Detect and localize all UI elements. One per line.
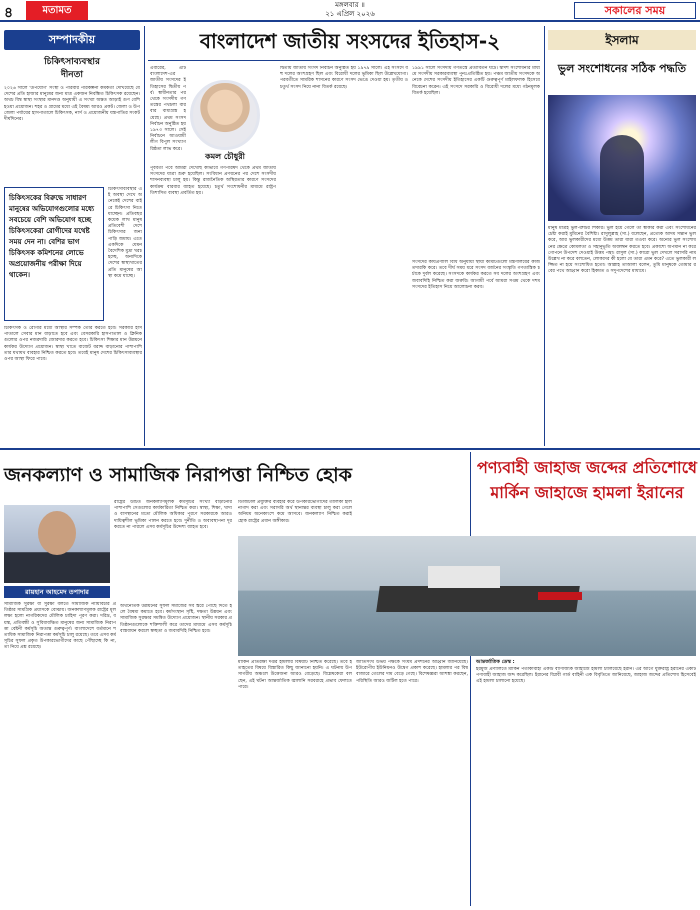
article-body: জাতিসংঘ উভয় পক্ষকে সংযম প্রদর্শনের আহ্বান জানিয়েছে। ইউরোপীয় ইউনিয়নও উদ্বেগ প্রকাশ করেছে। হামলার পর বিশ্ববাজারে তেলের দাম বেড়ে গেছে। বিশেষজ্ঞরা আশঙ্কা করছেন, পরিস্থিতি আরও জটিল হতে পারে। xyxy=(356,660,468,684)
section-divider xyxy=(0,448,700,450)
title-underline xyxy=(148,60,540,61)
ship-deck xyxy=(428,566,500,588)
article-body: অর্থনৈতিক উন্নয়নের সুফল সমাজের সব স্তরে পৌঁছে দিতে হলে বৈষম্য কমাতে হবে। কর্মসংস্থান সৃষ্টি, দক্ষতা উন্নয়ন এবং সামাজিক সুরক্ষার সমন্বিত উদ্যোগ প্রয়োজন। স্থানীয় সরকার প্রতিষ্ঠানগুলোকে শক্তিশালী করে তাদের মাধ্যমে এসব কর্মসূচি বাস্তবায়ন করলে স্বচ্ছতা ও জবাবদিহি নিশ্চিত হবে। xyxy=(120,604,232,634)
author-photo xyxy=(190,80,260,150)
column-divider xyxy=(144,26,145,446)
ship-stripe xyxy=(538,592,582,600)
column-divider xyxy=(470,452,471,906)
weekday: মঙ্গলবার ॥ xyxy=(335,1,365,9)
page-number: ৪ xyxy=(4,5,14,21)
author-photo xyxy=(4,505,110,583)
article-body: হরমুজ প্রণালিতে মার্কিন পতাকাবাহী একটি বাণিজ্যিক জাহাজে হামলা চালিয়েছে ইরান। এর আগে যুক্তরাষ্ট্র ইরানের একটি পণ্যবাহী জাহাজ জব্দ করেছিল। ইরানের বিপ্লবী গার্ড বাহিনী এক বিবৃতিতে জানিয়েছে, জাহাজ জব্দের প্রতিশোধ হিসেবেই এই হামলা চালানো হয়েছে। xyxy=(476,667,696,685)
article-body: সামাজিক সুরক্ষা বা সুরক্ষা বলতে সামাজিক ন্যায়বিচার প্রতিষ্ঠার সামগ্রিক প্রয়াসকে বোঝায়। জনকল্যাণমূলক রাষ্ট্রের মূল লক্ষ্য হলো নাগরিকদের মৌলিক চাহিদা পূরণ করা। দরিদ্র, বয়স্ক, প্রতিবন্ধী ও সুবিধাবঞ্চিত মানুষের জন্য সামাজিক নিরাপত্তা বেষ্টনী কর্মসূচি অত্যন্ত গুরুত্বপূর্ণ। বাংলাদেশে বর্তমানে শতাধিক সামাজিক নিরাপত্তা কর্মসূচি চালু রয়েছে। তবে এসব কর্মসূচির সুফল প্রকৃত উপকারভোগীদের কাছে পৌঁছাচ্ছে কি না, তা নিয়ে প্রশ্ন রয়েছে। xyxy=(4,602,116,651)
editorial-body: ২০২৬ সালে 'উপযোগ' সংস্থা ও পরিবার পরিকল্পনা কর্মকর্তা দেখিয়েছে যে দেশের প্রতি হাজার মানুষের জন্য মাত্র একজন নিবন্ধিত চিকিৎসক রয়েছেন। অথচ বিশ্ব স্বাস্থ্য সংস্থার মানদণ্ড অনুযায়ী এ সংখ্যা অন্তত আড়াই গুণ বেশি হওয়া প্রয়োজন। শহর ও গ্রামের মধ্যে এই বৈষম্য আরও প্রকট। জেলা ও উপজেলা পর্যায়ের হাসপাতালে চিকিৎসক, নার্স ও প্রয়োজনীয় যন্ত্রপাতির সংকট দীর্ঘদিনের। xyxy=(4,86,140,123)
article-body: দ্বিতীয় জাতীয় সংসদ নির্বাচন অনুষ্ঠিত হয় ১৯৭৯ সালে। এই সংসদে বহু দলের অংশগ্রহণ ছিল এবং বিরোধী দলের ভূমিকা ছিল উল্লেখযোগ্য। পরবর্তীতে সামরিক শাসনের কারণে সংসদ ভেঙে দেওয়া হয়। তৃতীয় ও চতুর্থ সংসদ নিয়ে নানা বিতর্ক রয়েছে। xyxy=(280,66,408,90)
article-body: মার্কিন প্রতিরক্ষা দপ্তর হামলার বিষয়টি নিশ্চিত করেছে। তবে হতাহতের বিষয়ে বিস্তারিত কিছু জানানো হয়নি। এ ঘটনায় উপসাগরীয় অঞ্চলে উত্তেজনা আরও বেড়েছে। বিশ্লেষকেরা বলছেন, এই ঘটনা আন্তর্জাতিক জ্বালানি সরবরাহে প্রভাব ফেলতে পারে। xyxy=(238,660,352,690)
masthead xyxy=(0,0,700,22)
prayer-image xyxy=(548,95,696,221)
main-article-title: বাংলাদেশ জাতীয় সংসদের ইতিহাস-২ xyxy=(199,29,501,53)
author-name: কমল চৌধুরী xyxy=(205,152,245,161)
islam-heading: ইসলাম xyxy=(548,30,696,50)
newspaper-logo: সকালের সময় xyxy=(574,2,696,19)
article-body: পূর্ববর্তী পর্বে আমরা দেখেছি কীভাবে গণপরিষদ থেকে প্রথম জাতীয় সংসদের যাত্রা শুরু হয়েছিল। সংবিধান প্রণয়নের পর দেশে সংসদীয় শাসনব্যবস্থা চালু হয়। কিন্তু রাজনৈতিক অস্থিরতার কারণে সংসদের কার্যক্রম বারবার ব্যাহত হয়েছে। চতুর্থ সংশোধনীর মাধ্যমে রাষ্ট্রপতিশাসিত ব্যবস্থা প্রবর্তিত হয়। xyxy=(150,166,276,196)
editorial-body: চিকিৎসক ও রোগীর মধ্যে আস্থার সম্পর্ক তৈরি করতে হবে। সরকারি হাসপাতালে সেবার মান বাড়াতে হবে এবং বেসরকারি হাসপাতাল ও ক্লিনিকগুলোর ওপর নজরদারি জোরদার করতে হবে। চিকিৎসা শিক্ষার মান উন্নয়নে কার্যকর উদ্যোগ প্রয়োজন। স্বাস্থ্য খাতে বাজেট বরাদ্দ বাড়ানোর পাশাপাশি তার যথাযথ ব্যবহার নিশ্চিত করতে হবে। তবেই মানুষ দেশের চিকিৎসাব্যবস্থার ওপর আস্থা ফিরে পাবে। xyxy=(4,326,142,363)
date: ২১ এপ্রিল ২০২৬ xyxy=(325,10,375,18)
article-body: ১৯৯১ সালে সংসদীয় গণতন্ত্রে প্রত্যাবর্তন ঘটে। দ্বাদশ সংশোধনীর মাধ্যমে সংসদীয় সরকারব্যবস্থা পুনঃপ্রতিষ্ঠিত হয়। পঞ্চম জাতীয় সংসদকে অনেকে দেশের সংসদীয় ইতিহাসের একটি গুরুত্বপূর্ণ মাইলফলক হিসেবে বিবেচনা করেন। এই সংসদে সরকারি ও বিরোধী দলের মধ্যে গঠনমূলক বিতর্ক হয়েছিল। xyxy=(412,66,540,96)
article-body: সংসদের কার্যপ্রণালি বিধি অনুযায়ী স্থায়ী কমিটিগুলো মন্ত্রণালয়ের কাজ তদারকি করে। তবে দীর্ঘ সময় ধরে সংসদ বর্জনের সংস্কৃতি গণতান্ত্রিক চর্চাকে দুর্বল করেছে। সংসদকে কার্যকর করতে সব দলের অংশগ্রহণ এবং জবাবদিহি নিশ্চিত করা জরুরি। আগামী পর্বে আমরা সপ্তম থেকে দশম সংসদের ইতিহাস নিয়ে আলোচনা করব। xyxy=(412,260,540,290)
dateline xyxy=(250,1,450,19)
ship-photo xyxy=(238,536,696,656)
section-label: মতামত xyxy=(26,1,88,20)
article-body: রাষ্ট্রের উচিত জনকল্যাণমূলক কর্মসূচির সংখ্যা বাড়ানোর পাশাপাশি সেগুলোর কার্যকারিতা নিশ্চিত করা। স্বাস্থ্য, শিক্ষা, খাদ্য ও বাসস্থানের মতো মৌলিক অধিকার পূরণে সরকারকে আরও দায়িত্বশীল ভূমিকা পালন করতে হবে। দুর্নীতি ও অব্যবস্থাপনা দূর করতে না পারলে এসব কর্মসূচির উদ্দেশ্য ব্যাহত হবে। xyxy=(114,500,232,530)
editorial-pull-quote: চিকিৎসকের বিরুদ্ধে সাধারণ মানুষের অভিযোগগুলোর মধ্যে সবচেয়ে বেশি অভিযোগ হচ্ছে চিকিৎসকেরা রোগীদের যথেষ্ট সময় দেন না। বেশির ভাগ চিকিৎসক কমিশনের লোভে অপ্রয়োজনীয় পরীক্ষা দিয়ে থাকেন। xyxy=(4,187,104,321)
article-body: এবারের, এটি বাংলাদেশ-এর জাতীয় সংসদের ইতিহাসের দ্বিতীয় পর্ব। স্বাধীনতার পর থেকে সংসদীয় গণতন্ত্রের পথচলা বারবার বাধাগ্রস্ত হয়েছে। প্রথম সংসদ নির্বাচন অনুষ্ঠিত হয় ১৯৭৩ সালে। সেই নির্বাচনে আওয়ামী লীগ বিপুল সংখ্যাগরিষ্ঠতা লাভ করে। xyxy=(150,66,186,152)
article-body: ডিজিটাল প্রযুক্তির ব্যবহার করে উপকারভোগীদের তালিকা হালনাগাদ করা এবং সরাসরি অর্থ স্থানান্তর ব্যবস্থা চালু করা গেলে অনিয়ম অনেকাংশে কমে আসবে। জনকল্যাণ নিশ্চিত করাই হোক রাষ্ট্রের প্রধান অঙ্গীকার। xyxy=(238,500,352,524)
article-dateline: আন্তর্জাতিক ডেস্ক : xyxy=(476,659,515,665)
editorial-title: চিকিৎসাব্যবস্থার xyxy=(44,57,100,67)
article-3-title: পণ্যবাহী জাহাজ জব্দের প্রতিশোধে মার্কিন জাহাজে হামলা ইরানের xyxy=(477,458,697,502)
islam-title: ভুল সংশোধনের সঠিক পদ্ধতি xyxy=(557,62,687,75)
editorial-heading: সম্পাদকীয় xyxy=(4,30,140,50)
article-2-title: জনকল্যাণ ও সামাজিক নিরাপত্তা নিশ্চিত হোক xyxy=(4,464,352,486)
author-face xyxy=(38,511,76,555)
editorial-body: চিকিৎসাব্যবস্থার এই অবস্থা দেখে অনেকেই দেশের বাইরে চিকিৎসা নিতে যাচ্ছেন। প্রতিবছর কয়েক লাখ মানুষ প্রতিবেশী দেশে চিকিৎসার জন্য পাড়ি জমায়। এতে একদিকে যেমন বৈদেশিক মুদ্রা খরচ হচ্ছে, অন্যদিকে দেশের স্বাস্থ্যখাতের প্রতি মানুষের আস্থা কমে যাচ্ছে। xyxy=(108,187,142,279)
islam-body: মানুষ মাত্রই ভুল-ত্রুটির শিকার। ভুল হয়ে গেলে তা স্বীকার করা এবং সংশোধনের চেষ্টা করাই মুমিনের বৈশিষ্ট্য। রাসুলুল্লাহ (সা.) বলেছেন, প্রত্যেক আদম সন্তান ভুল করে, আর ভুলকারীদের মধ্যে উত্তম তারা যারা তওবা করে। অন্যের ভুল সংশোধনের ক্ষেত্রে কোমলতা ও সহানুভূতি অবলম্বন করতে হবে। প্রকাশ্যে অপমান না করে গোপনে উপদেশ দেওয়াই উত্তম পন্থা। রাসুল (সা.) কারো ভুল দেখলে সরাসরি নাম উল্লেখ না করে বলতেন, লোকদের কী হলো যে তারা এমন করে? এতে ভুলকারী লজ্জিত না হয়ে সংশোধিত হতো। আল্লাহ তাআলা বলেন, তুমি মানুষকে তোমার রবের পথে আহ্বান করো হিকমত ও সদুপদেশের মাধ্যমে। xyxy=(548,226,696,275)
column-divider xyxy=(544,26,545,446)
editorial-title-line2: দীনতা xyxy=(60,70,84,80)
praying-figure xyxy=(600,135,644,215)
author-name: রায়হান আহমেদ তপাদার xyxy=(4,586,110,598)
